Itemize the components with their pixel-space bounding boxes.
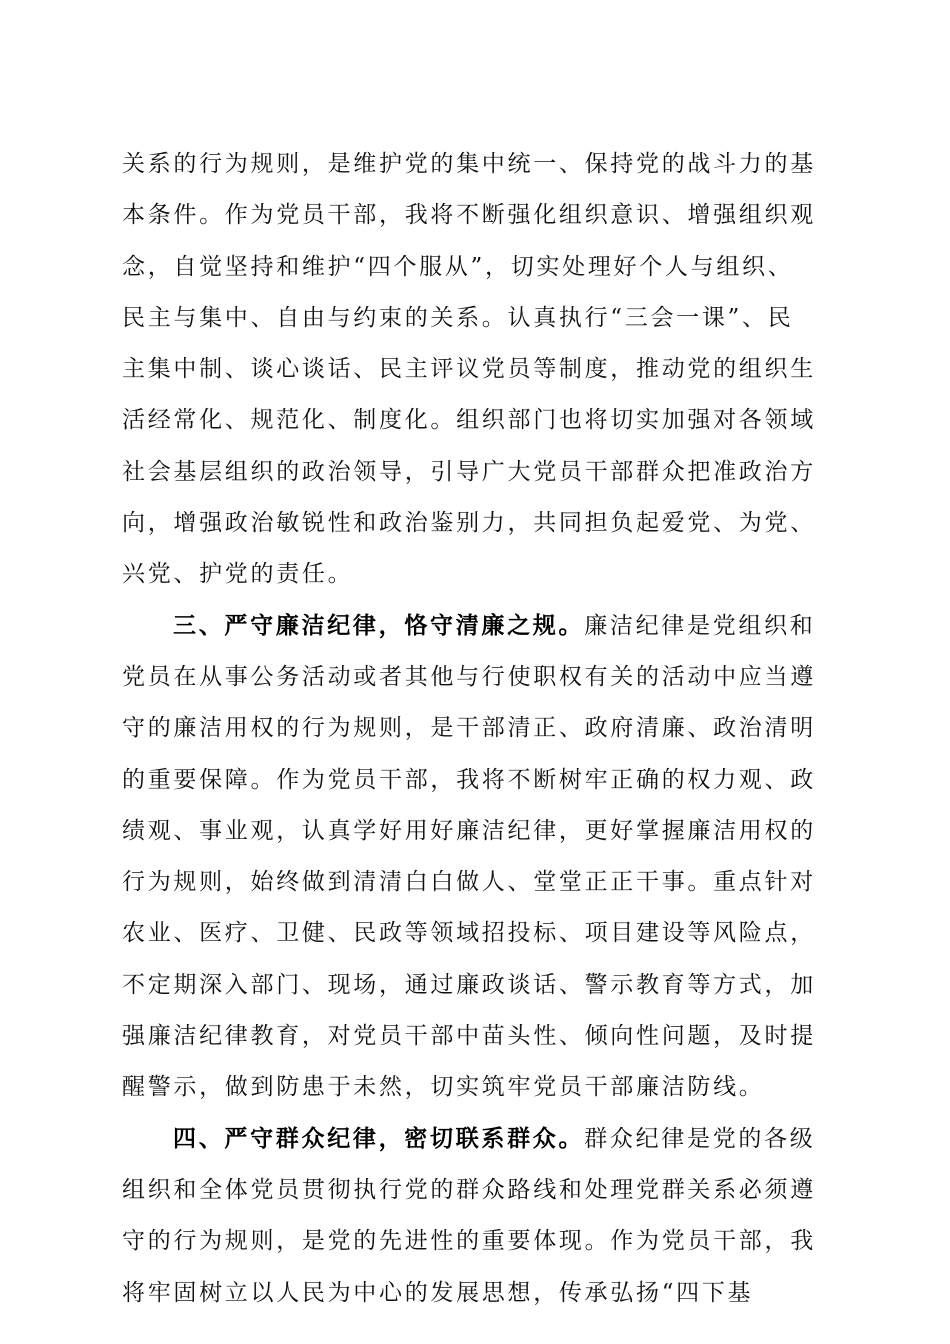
text-line: 农业、医疗、卫健、民政等领域招投标、项目建设等风险点，: [122, 920, 816, 947]
text-line: 民主与集中、自由与约束的关系。认真执行“三会一课”、民: [122, 304, 794, 331]
text-line: 守的廉洁用权的行为规则，是干部清正、政府清廉、政治清明: [122, 715, 816, 742]
text-line: 念，自觉坚持和维护“四个服从”，切实处理好个人与组织、: [122, 253, 794, 280]
text-line: 醒警示，做到防患于未然，切实筑牢党员干部廉洁防线。: [122, 1074, 765, 1101]
text-line: 关系的行为规则，是维护党的集中统一、保持党的战斗力的基: [122, 151, 816, 177]
section-heading-integrity: 三、严守廉洁纪律，恪守清廉之规。: [173, 612, 585, 639]
paragraph-mass-discipline: [122, 1114, 828, 1319]
text-line: 将牢固树立以人民为中心的发展思想，传承弘扬“四下基: [122, 1279, 754, 1306]
document-body: [122, 139, 828, 1319]
text-line: 社会基层组织的政治领导，引导广大党员干部群众把准政治方: [122, 458, 816, 485]
text-line: 组织和全体党员贯彻执行党的群众路线和处理党群关系必须遵: [122, 1176, 816, 1203]
text-line: 活经常化、规范化、制度化。组织部门也将切实加强对各领域: [122, 407, 816, 434]
text-line: 不定期深入部门、现场，通过廉政谈话、警示教育等方式，加: [122, 971, 816, 998]
text-line: 绩观、事业观，认真学好用好廉洁纪律，更好掌握廉洁用权的: [122, 817, 816, 844]
section-heading-mass: 四、严守群众纪律，密切联系群众。: [173, 1125, 585, 1152]
paragraph-organization-discipline: [122, 139, 828, 601]
text-line: 行为规则，始终做到清清白白做人、堂堂正正干事。重点针对: [122, 869, 816, 896]
text-line: 本条件。作为党员干部，我将不断强化组织意识、增强组织观: [122, 202, 816, 229]
text-line: 强廉洁纪律教育，对党员干部中苗头性、倾向性问题，及时提: [122, 1023, 816, 1050]
text-segment: 群众纪律是党的各级: [584, 1125, 816, 1152]
text-line: 兴党、护党的责任。: [122, 561, 354, 588]
text-line: 主集中制、谈心谈话、民主评议党员等制度，推动党的组织生: [122, 356, 816, 383]
text-segment: 廉洁纪律是党组织和: [584, 612, 816, 639]
text-line: 守的行为规则，是党的先进性的重要体现。作为党员干部，我: [122, 1228, 816, 1255]
text-line: 向，增强政治敏锐性和政治鉴别力，共同担负起爱党、为党、: [122, 510, 816, 537]
paragraph-integrity-discipline: [122, 601, 828, 1114]
paragraph-first-line: [122, 1114, 828, 1165]
text-line: 党员在从事公务活动或者其他与行使职权有关的活动中应当遵: [122, 663, 816, 690]
paragraph-first-line: [122, 601, 828, 652]
text-line: 的重要保障。作为党员干部，我将不断树牢正确的权力观、政: [122, 766, 816, 793]
